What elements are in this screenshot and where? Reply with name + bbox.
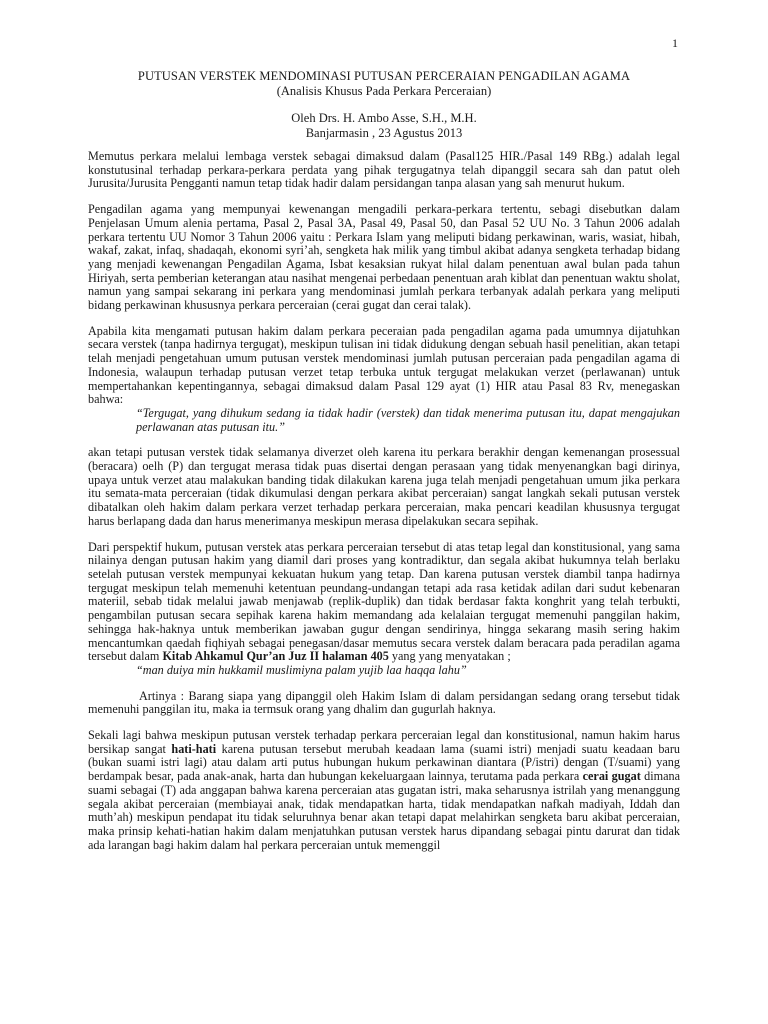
paragraph-6-text: : Barang siapa yang dipanggil oleh Hakim Islam di dalam persidangan sedang orang tersebut tidak memenuhi panggilan itu, maka ia termsuk orang yang dhalim dan gugurlah haknya. — [88, 688, 681, 717]
paragraph-7-text-b: karena putusan tersebut merubah keadaan lama (suami istri) menjadi suatu keadaan baru (bukan suami istri lagi) atau dalam arti putus hubungan hukum perkawinan diantara (P/istri) dengan (T/suami) yang berdampak besar, pada anak-anak, harta dan hubungan kekeluargaan lainnya, terutama pada perkara — [88, 741, 680, 784]
author-line: Oleh Drs. H. Ambo Asse, S.H., M.H. — [291, 111, 477, 125]
paragraph-3: Apabila kita mengamati putusan hakim dalam perkara peceraian pada pengadilan agama pada umumnya dijatuhkan secara verstek (tanpa hadirnya tergugat), meskipun tulisan ini tidak didukung dengan sebuah hasil penelitian, akan tetapi telah menjadi pengetahuan umum putusan verstek mendominasi jumlah putusan perceraian pada pengadilan agama di Indonesia, walaupun terhadap putusan verzet tetap terbuka untuk tergugat melakukan verzet (perlawanan) untuk mempertahankan kepentingannya, sebagai dimaksud dalam Pasal 129 ayat (1) HIR atau Pasal 83 Rv, menegaskan bahwa: — [88, 323, 680, 407]
paragraph-5-bold-reference: Kitab Ahkamul Qur’an Juz II halaman 405 — [162, 649, 389, 664]
page-number: 1 — [672, 36, 678, 50]
quote-pasal-129: “Tergugat, yang dihukum sedang ia tidak hadir (verstek) dan tidak menerima putusan itu, dapat mengajukan perlawanan atas putusan itu.” — [136, 405, 680, 434]
paragraph-7-bold-cerai-gugat: cerai gugat — [582, 769, 641, 784]
paragraph-4-lead: akan tetapi — [88, 445, 143, 460]
paragraph-7-text-c: dimana suami sebagai (T) ada anggapan bahwa karena perceraian atas gugatan istri, maka seharusnya istrilah yang menanggung segala akibat perceraian (membiayai anak, tidak mendapatkan harta, tidak mendapatkan nafkah madiyah, Iddah dan muth’ah) meskipun pendapat itu tidak seluruhnya benar akan tetapi dapat melahirkan sengketa baru akibat perceraian, maka prinsip kehati-hatian hakim dalam menjatuhkan putusan verstek harus dipandang sebagai pintu darurat dan tidak ada larangan bagi hakim dalam hal perkara perceraian untuk memenggil — [88, 769, 681, 852]
document-subtitle: (Analisis Khusus Pada Perkara Perceraian) — [276, 84, 492, 98]
document-title: PUTUSAN VERSTEK MENDOMINASI PUTUSAN PERCERAIAN PENGADILAN AGAMA — [137, 69, 631, 83]
paragraph-1: Memutus perkara melalui lembaga verstek sebagai dimaksud dalam (Pasal125 HIR./Pasal 149 RBg.) adalah legal konstutusinal terhadap perkara-perkara perdata yang pihak tergugatnya telah dipanggil secara sah dan patut oleh Jurusita/Jurusita Pengganti namun tetap tidak hadir dalam persidangan tanpa alasan yang sah menurut hukum. — [88, 149, 680, 191]
paragraph-7-text-a: Sekali lagi bahwa meskipun putusan verstek terhadap perkara perceraian legal dan konstitusional, namun hakim harus bersikap sangat — [88, 728, 680, 756]
document-body — [88, 150, 680, 852]
paragraph-6-lead: Artinya — [139, 688, 177, 703]
quote-qaedah-fiqhiyah: “man duiya min hukkamil muslimiyna palam yujib laa haqqa lahu” — [136, 662, 467, 677]
paragraph-6 — [88, 690, 680, 717]
paragraph-5 — [88, 541, 680, 664]
paragraph-7-bold-hati-hati: hati-hati — [171, 741, 217, 756]
paragraph-5-end: yang yang menyatakan ; — [391, 649, 511, 664]
paragraph-4 — [88, 446, 680, 528]
place-date-line: Banjarmasin , 23 Agustus 2013 — [305, 126, 463, 140]
paragraph-7 — [88, 729, 680, 852]
document-heading — [88, 69, 680, 141]
paragraph-4-text: putusan verstek tidak selamanya diverzet oleh karena itu perkara berakhir dengan kemenangan prosessual (beracara) oelh (P) dan tergugat merasa tidak puas disertai dengan perasaan yang tidak menyenangkan bagi dirinya, upaya untuk verzet atau malakukan banding tidak dilakukan karena juga telah menjadi pengetahuan umum jika perkara itu semata-mata perceraian (tidak dikumulasi dengan perkara akibat perceraian) sangat langkah sekali putusan verstek dibatalkan oleh hakim dalam perkara verzet terhadap perkara perceraian, maka pencari keadilan khususnya tergugat harus berlapang dada dan harus menerimanya meskipun merasa dipelakukan secara sepihak. — [88, 445, 681, 528]
paragraph-5-text: Dari perspektif hukum, putusan verstek atas perkara perceraian tersebut di atas tetap legal dan konstitusional, yang sama nilainya dengan putusan hakim yang diamil dari proses yang kontradiktur, dan segala akibat hukumnya telah berlaku setelah putusan verstek mempunyai kekuatan hukum yang tetap. Dan karena putusan verstek diambil tanpa hadirnya tergugat meskipun telah memenuhi ketentuan peundang-undangan tetapi ada rasa ketidak adilan dari sudut kebenaran materiil, sebab tidak melalui jawab menjawab (replik-duplik) dan tidak berdasar fakta konghrit yang telah terbukti, pengambilan putusan secara sepihak karena hakim memandang ada kelalaian tergugat memenuhi panggilan hakim, sehingga hak-haknya untuk memberikan jawaban gugur dengan sendirinya, hingga sekarang masih sering hakim mencantumkan qaedah fiqhiyah sebagai penegasan/dasar memutus secara verstek dalam beracara pada peradilan agama tersebut dalam — [88, 539, 680, 664]
paragraph-2: Pengadilan agama yang mempunyai kewenangan mengadili perkara-perkara tertentu, sebagi disebutkan dalam Penjelasan Umum alenia pertama, Pasal 2, Pasal 3A, Pasal 49, Pasal 50, dan Pasal 52 UU No. 3 Tahun 2006 adalah perkara tertentu UU Nomor 3 Tahun 2006 yaitu : Perkara Islam yang meliputi bidang perkawinan, waris, wasiat, hibah, wakaf, zakat, infaq, shadaqah, ekonomi syri’ah, sengketa hak milik yang timbul akibat adanya sengketa terhadap bidang yang menjadi kewenangan Pengadilan Agama, Isbat kesaksian rukyat hilal dalam penentuan awal bulan pada tahun Hiriyah, serta pemberian keterangan atau nasihat mengenai perbedaan penentuan arah kiblat dan penentuan waktu sholat, namun yang sampai sekarang ini perkara yang mendominasi jumlah perkara terbanyak adalah perkara yang meliputi bidang perkawinan khususnya perkara perceraian (cerai gugat dan cerai talak). — [88, 202, 680, 313]
